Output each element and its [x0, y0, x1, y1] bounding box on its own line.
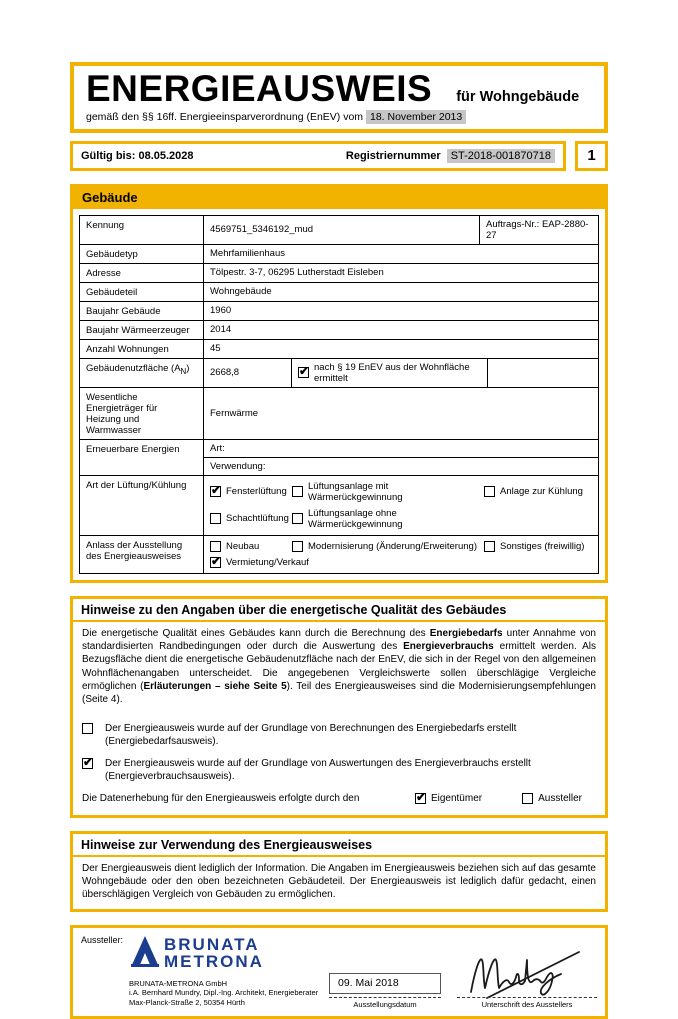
checkbox-checked-icon	[82, 755, 94, 770]
building-table	[79, 215, 599, 574]
company-contact: i.A. Bernhard Mundry, Dipl.-Ing. Architekt, Energieberater	[129, 988, 319, 998]
company-name: BRUNATA-METRONA GmbH	[129, 978, 228, 988]
row-value: Tölpestr. 3-7, 06295 Lutherstadt Eisleben	[204, 264, 599, 283]
quality-notes-paragraph: Die energetische Qualität eines Gebäudes kann durch die Berechnung des Energiebedarfs unter Annahme von standardisierten Randbedingungen oder durch die Auswertung des Energieverbrauchs ermittelt werden. Als Bezugsfläche dient die energetische Gebäudenutzfläche nach der EnEV, die sich in der Regel von den allgemeinen Wohnflächenangaben unterscheidet. Die angegebenen Vergleichswerte sollen überschlägige Vergleiche ermöglichen (Erläuterungen – siehe Seite 5). Teil des Energieausweises sind die Modernisierungsempfehlungen (Seite 4).	[82, 627, 596, 705]
table-row	[80, 264, 599, 283]
checkbox-label: nach § 19 EnEV aus der Wohnfläche ermittelt	[314, 361, 470, 384]
signature-icon	[457, 948, 597, 1000]
table-row	[80, 321, 599, 340]
row-value: 1960	[204, 302, 599, 321]
checkbox-label: Aussteller	[538, 793, 582, 805]
checkbox-aussteller[interactable]	[522, 793, 582, 804]
checkbox-unchecked-icon	[82, 723, 93, 734]
checkbox-energieverbrauchsausweis[interactable]	[82, 755, 94, 770]
checkbox-label: Schachtlüftung	[226, 513, 289, 525]
building-section-title: Gebäude	[73, 187, 605, 209]
nutzflaeche-value: 2668,8	[204, 359, 292, 388]
quality-notes-title: Hinweise zu den Angaben über die energetische Qualität des Gebäudes	[73, 599, 605, 622]
empty-cell	[488, 359, 599, 388]
page-title: ENERGIEAUSWEIS	[86, 68, 433, 109]
regulation-line	[86, 111, 594, 123]
energietraeger-label: Wesentliche Energieträger für Heizung und Warmwasser	[80, 388, 204, 440]
checkbox-label: Anlage zur Kühlung	[500, 486, 583, 498]
validity-row	[70, 141, 608, 171]
table-row-erneuerbare	[80, 440, 599, 476]
checkbox-checked-icon	[210, 553, 222, 568]
registration-number: ST-2018-001870718	[447, 149, 555, 163]
anlass-label: Anlass der Ausstellung des Energieausweises	[80, 536, 204, 574]
checkbox-label: Sonstiges (freiwillig)	[500, 540, 585, 552]
kennung-label: Kennung	[80, 216, 204, 245]
usage-notes-title: Hinweise zur Verwendung des Energieausweises	[73, 834, 605, 857]
nutzflaeche-checkbox-cell	[292, 359, 488, 388]
table-row-nutzflaeche	[80, 359, 599, 388]
checkbox-unchecked-icon	[522, 793, 533, 804]
issue-date: 09. Mai 2018	[329, 973, 441, 994]
checkbox-checked-icon	[298, 364, 310, 379]
anlass-options	[204, 536, 599, 574]
registration-label: Registriernummer	[345, 149, 441, 162]
checkbox-label: Vermietung/Verkauf	[226, 556, 309, 568]
checkbox-unchecked-icon	[292, 486, 303, 497]
erneuerbar-art: Art:	[204, 440, 599, 458]
checkbox-neubau[interactable]	[210, 541, 292, 552]
lueftung-label: Art der Lüftung/Kühlung	[80, 476, 204, 536]
issue-date-column	[329, 973, 441, 1009]
brand-line-metrona: METRONA	[164, 952, 264, 972]
table-row	[80, 302, 599, 321]
check-icon: ✔	[211, 553, 222, 568]
auftrag-value: Auftrags-Nr.: EAP-2880-27	[480, 216, 599, 245]
checkbox-sonstiges[interactable]	[484, 541, 592, 552]
checkbox-unchecked-icon	[210, 541, 221, 552]
page-number-box: 1	[575, 141, 608, 171]
checkbox-modernisierung[interactable]	[292, 541, 484, 552]
row-label: Gebäudetyp	[80, 245, 204, 264]
verbrauch-statement	[82, 757, 596, 783]
brand-line-brunata: BRUNATA	[164, 934, 260, 954]
energietraeger-value: Fernwärme	[204, 388, 599, 440]
title-box	[70, 62, 608, 133]
checkbox-unchecked-icon	[484, 541, 495, 552]
checkbox-label: Neubau	[226, 540, 260, 552]
checkbox-fensterlueftung[interactable]	[210, 481, 292, 503]
company-address: Max-Planck-Straße 2, 50354 Hürth	[129, 998, 245, 1008]
checkbox-unchecked-icon	[484, 486, 495, 497]
bedarf-statement	[82, 722, 596, 748]
erneuerbar-verwendung: Verwendung:	[204, 458, 599, 476]
bedarf-statement-text: Der Energieausweis wurde auf der Grundlage von Berechnungen des Energiebedarfs erstellt (Energiebedarfsausweis).	[105, 723, 517, 748]
valid-until-value: 08.05.2028	[138, 149, 194, 162]
checkbox-label: Lüftungsanlage ohne Wärmerückgewinnung	[308, 507, 403, 530]
checkbox-checked-icon	[415, 790, 427, 805]
row-value: 45	[204, 340, 599, 359]
row-label: Baujahr Wärmeerzeuger	[80, 321, 204, 340]
row-label: Baujahr Gebäude	[80, 302, 204, 321]
registration-group	[346, 149, 555, 163]
valid-until-label: Gültig bis:	[81, 149, 136, 162]
usage-notes-section	[70, 831, 608, 912]
check-icon: ✔	[299, 364, 310, 379]
row-value: Wohngebäude	[204, 283, 599, 302]
table-row-energietraeger	[80, 388, 599, 440]
row-label: Gebäudeteil	[80, 283, 204, 302]
checkbox-wohnflaeche-ermittelt[interactable]	[298, 362, 481, 384]
checkbox-energiebedarfsausweis[interactable]	[82, 723, 93, 734]
row-value: Mehrfamilienhaus	[204, 245, 599, 264]
datenerhebung-text: Die Datenerhebung für den Energieausweis erfolgte durch den	[82, 793, 360, 805]
checkbox-eigentuemer[interactable]	[415, 790, 483, 805]
kennung-value: 4569751_5346192_mud	[204, 216, 480, 245]
quality-notes-section	[70, 596, 608, 818]
checkbox-label: Fensterlüftung	[226, 486, 287, 498]
checkbox-lueftung-ohne-wrg[interactable]	[292, 508, 484, 530]
row-label: Adresse	[80, 264, 204, 283]
check-icon: ✔	[415, 790, 427, 805]
issuer-label: Aussteller:	[81, 934, 124, 945]
datenerhebung-row	[73, 783, 605, 815]
usage-notes-paragraph: Der Energieausweis dient lediglich der Information. Die Angaben im Energieausweis beziehen sich auf das gesamte Wohngebäude oder den oben bezeichneten Gebäudeteil. Der Energieausweis ist lediglich dafür gedacht, einen überschlägigen Vergleich von Gebäuden zu ermöglichen.	[82, 863, 596, 901]
building-type-subtitle: für Wohngebäude	[456, 89, 580, 105]
table-row	[80, 283, 599, 302]
regulation-text: gemäß den §§ 16ff. Energieeinsparverordnung (EnEV) vom	[86, 110, 364, 123]
row-label: Anzahl Wohnungen	[80, 340, 204, 359]
checkbox-label: Eigentümer	[430, 793, 483, 805]
checkbox-unchecked-icon	[210, 513, 221, 524]
check-icon: ✔	[211, 483, 222, 498]
checkbox-unchecked-icon	[292, 541, 303, 552]
issuer-logo-block	[129, 933, 318, 1010]
table-row-anlass	[80, 536, 599, 574]
verbrauch-statement-text: Der Energieausweis wurde auf der Grundlage von Auswertungen des Energieverbrauchs erstellt (Energieverbrauchsausweis).	[105, 758, 531, 783]
table-row-lueftung	[80, 476, 599, 536]
checkbox-checked-icon	[210, 483, 222, 498]
signature-column	[457, 948, 597, 1009]
brunata-metrona-logo-icon	[129, 933, 161, 974]
checkbox-schachtlueftung[interactable]	[210, 508, 292, 530]
validity-box	[70, 141, 566, 171]
signature-label: Unterschrift des Ausstellers	[481, 999, 573, 1009]
issue-date-label: Ausstellungsdatum	[353, 999, 417, 1009]
row-value: 2014	[204, 321, 599, 340]
lueftung-options	[204, 476, 599, 536]
check-icon: ✔	[83, 755, 94, 770]
erneuerbar-label: Erneuerbare Energien	[80, 440, 204, 476]
regulation-date: 18. November 2013	[366, 110, 466, 124]
table-row	[80, 245, 599, 264]
checkbox-vermietung-verkauf[interactable]	[210, 553, 309, 568]
checkbox-unchecked-icon	[292, 513, 303, 524]
table-row	[80, 340, 599, 359]
checkbox-lueftung-mit-wrg[interactable]	[292, 481, 484, 503]
table-row	[80, 216, 599, 245]
issuer-section	[70, 925, 608, 1019]
nutzflaeche-label: Gebäudenutzfläche $(A_N)$	[80, 359, 204, 388]
checkbox-label: Lüftungsanlage mit Wärmerückgewinnung	[308, 480, 403, 503]
checkbox-anlage-kuehlung[interactable]	[484, 481, 592, 503]
building-section	[70, 184, 608, 583]
issuer-company-details	[129, 979, 318, 1008]
checkbox-label: Modernisierung (Änderung/Erweiterung)	[308, 540, 477, 552]
